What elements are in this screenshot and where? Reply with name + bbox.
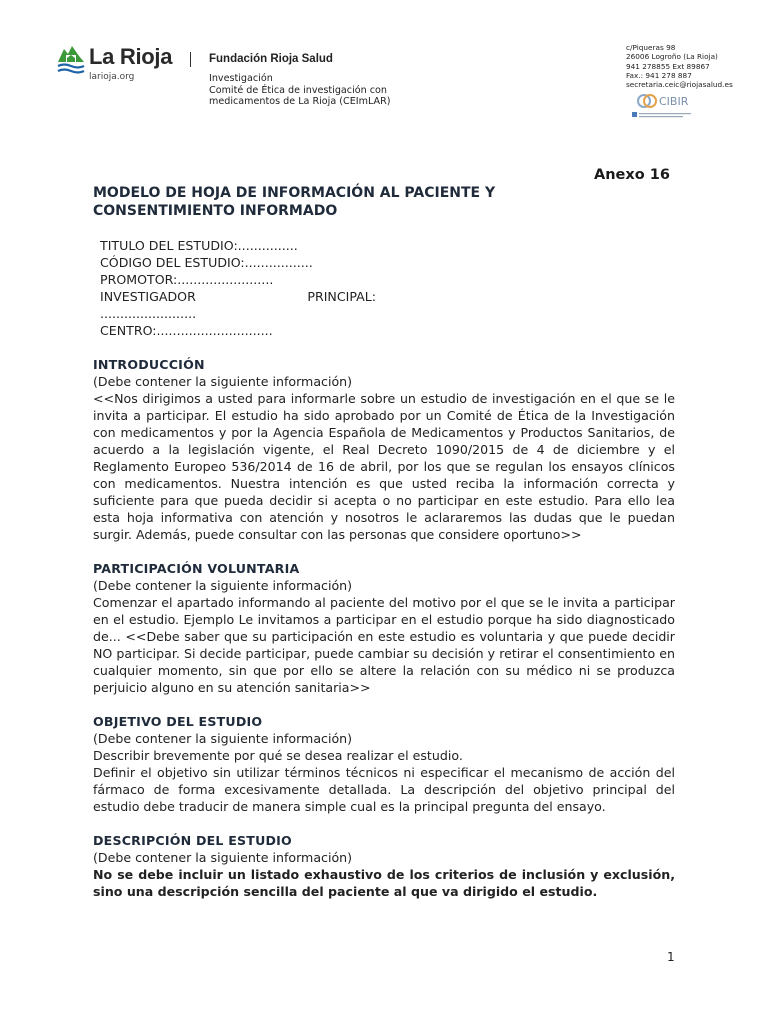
investigator-row bbox=[100, 288, 376, 305]
la-rioja-logo-icon bbox=[57, 44, 85, 74]
contact-block bbox=[626, 43, 733, 89]
contact-email: secretaria.ceic@riojasalud.es bbox=[626, 80, 733, 90]
cibir-logo-icon bbox=[630, 92, 702, 124]
section-objective bbox=[93, 713, 675, 815]
annex-label: Anexo 16 bbox=[594, 167, 670, 183]
section-description bbox=[93, 832, 675, 900]
investigator-label: INVESTIGADOR bbox=[100, 289, 196, 304]
header-divider bbox=[190, 52, 191, 67]
section-note: (Debe contener la siguiente información) bbox=[93, 374, 353, 389]
dept-line: medicamentos de La Rioja (CEImLAR) bbox=[209, 96, 391, 107]
section-heading: INTRODUCCIÓN bbox=[93, 357, 205, 372]
section-text: Describir brevemente por qué se desea realizar el estudio. bbox=[93, 748, 463, 763]
dept-line: Investigación bbox=[209, 73, 273, 84]
document-body bbox=[93, 356, 675, 917]
section-heading: DESCRIPCIÓN DEL ESTUDIO bbox=[93, 833, 292, 848]
logo-name: La Rioja bbox=[89, 44, 173, 69]
study-title-field: TITULO DEL ESTUDIO:............... bbox=[100, 238, 298, 253]
foundation-name: Fundación Rioja Salud bbox=[209, 53, 333, 65]
department-block bbox=[209, 73, 391, 108]
section-note: (Debe contener la siguiente información) bbox=[93, 578, 353, 593]
study-meta bbox=[100, 237, 376, 339]
section-text: <<Nos dirigimos a usted para informarle sobre un estudio de investigación en el que se le invita a participar. El estudio ha sido aprobado por un Comité de Ética de la Investigación con medicamentos y por la Agencia Española de Medicamentos y Productos Sanitarios, de acuerdo a la legislación vigente, el Real Decreto 1090/2015 de 4 de diciembre y el Reglamento Europeo 536/2014 de 16 de abril, por los que se regulan los ensayos clínicos con medicamentos. Nuestra intención es que usted reciba la información correcta y suficiente para que pueda decidir si acepta o no participar en este estudio. Para ello lea esta hoja informativa con atención y nosotros le aclararemos las dudas que le puedan surgir. Además, puede consultar con las personas que considere oportuno>> bbox=[93, 391, 675, 542]
dept-line: Comité de Ética de investigación con bbox=[209, 84, 387, 96]
section-introduction bbox=[93, 356, 675, 543]
section-text: Comenzar el apartado informando al paciente del motivo por el que se le invita a participar en el estudio. Ejemplo Le invitamos a participar en el estudio porque ha sido diagnosticado de... <<Debe saber que su participación en este estudio es voluntaria y que puede decidir NO participar. Si decide participar, puede cambiar su decisión y retirar el consentimiento en cualquier momento, sin que por ello se altere la relación con su médico ni se produzca perjuicio alguno en su atención sanitaria>> bbox=[93, 595, 675, 695]
contact-phone: 941 278855 Ext 89867 bbox=[626, 61, 710, 71]
contact-fax: Fax.: 941 278 887 bbox=[626, 70, 692, 80]
svg-text:CIBIR: CIBIR bbox=[659, 95, 689, 108]
section-note: (Debe contener la siguiente información) bbox=[93, 731, 353, 746]
section-note: (Debe contener la siguiente información) bbox=[93, 850, 353, 865]
logo-url: larioja.org bbox=[89, 72, 135, 82]
investigator-dots: ........................ bbox=[100, 306, 197, 321]
section-text-bold: No se debe incluir un listado exhaustivo de los criterios de inclusión y exclusión, sino una descripción sencilla del paciente al que va dirigido el estudio. bbox=[93, 867, 675, 899]
sponsor-field: PROMOTOR:........................ bbox=[100, 272, 274, 287]
document-title: MODELO DE HOJA DE INFORMACIÓN AL PACIENTE Y CONSENTIMIENTO INFORMADO bbox=[93, 185, 496, 219]
section-heading: OBJETIVO DEL ESTUDIO bbox=[93, 714, 263, 729]
study-code-field: CÓDIGO DEL ESTUDIO:................. bbox=[100, 255, 313, 270]
section-heading: PARTICIPACIÓN VOLUNTARIA bbox=[93, 561, 300, 576]
center-field: CENTRO:............................. bbox=[100, 323, 273, 338]
contact-city: 26006 Logroño (La Rioja) bbox=[626, 52, 718, 62]
section-text: Definir el objetivo sin utilizar términos técnicos ni especificar el mecanismo de acción del fármaco de forma excesivamente detallada. La descripción del objetivo principal del estudio debe traducir de manera simple cual es la principal pregunta del ensayo. bbox=[93, 765, 675, 814]
principal-label: PRINCIPAL: bbox=[307, 289, 376, 304]
section-voluntary bbox=[93, 560, 675, 696]
contact-address: c/Piqueras 98 bbox=[626, 43, 676, 52]
page-number: 1 bbox=[667, 950, 675, 964]
